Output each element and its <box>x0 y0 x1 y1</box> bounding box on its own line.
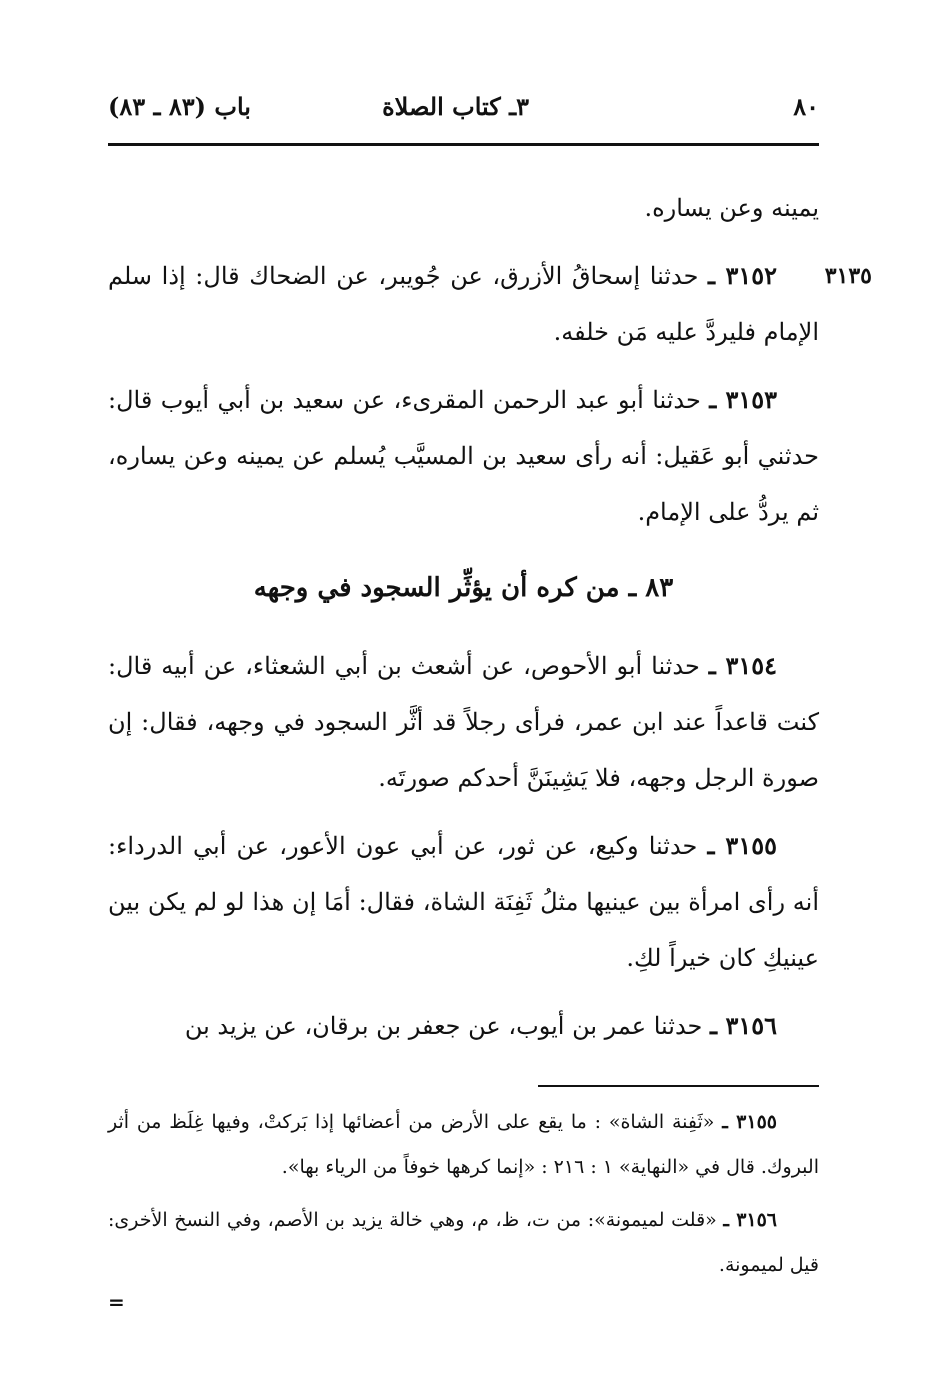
footnote-rule <box>538 1085 819 1087</box>
paragraph-continuation <box>108 180 819 236</box>
hadith-number: ٣١٥٦ ـ <box>710 1011 777 1040</box>
margin-number: ٣١٣٥ <box>824 263 872 289</box>
chapter-range: باب (٨٣ ـ ٨٣) <box>108 92 251 121</box>
hadith-number: ٣١٥٤ ـ <box>708 651 778 680</box>
hadith-3155 <box>108 818 819 986</box>
hadith-number: ٣١٥٥ ـ <box>707 831 777 860</box>
hadith-3154 <box>108 638 819 806</box>
paragraph-text: حدثنا أبو الأحوص، عن أشعث بن أبي الشعثاء، عن أبيه قال: كنت قاعداً عند ابن عمر، فرأى رجلاً قد أثَّر السجود في وجهه، فقال: إن صورة الرجل وجهه، فلا يَشِينَنَّ أحدكم صورتَه. <box>108 652 819 792</box>
paragraph-text: حدثنا إسحاقُ الأزرق، عن جُويبر، عن الضحاك قال: إذا سلم الإمام فليردَّ عليه مَن خلفه. <box>108 262 819 346</box>
section-heading: ٨٣ ـ من كره أن يؤثِّر السجود في وجهه <box>253 573 674 603</box>
header-rule <box>108 143 819 146</box>
footnote-text: «قلت لميمونة»: من ت، ظ، م، وهي خالة يزيد بن الأصم، وفي النسخ الأخرى: قيل لميمونة. <box>108 1209 819 1276</box>
footnote-number: ٣١٥٥ ـ <box>722 1111 777 1133</box>
continuation-mark: = <box>108 1290 125 1314</box>
hadith-number: ٣١٥٣ ـ <box>709 385 777 414</box>
footnote-3156 <box>108 1198 819 1288</box>
paragraph-text: يمينه وعن يساره. <box>644 194 819 222</box>
paragraph-text: حدثنا وكيع، عن ثور، عن أبي عون الأعور، عن أبي الدرداء: أنه رأى امرأة بين عينيها مثلُ ثَفِنَة الشاة، فقال: أمَا إن هذا لو لم يكن بين عينيكِ كان خيراً لكِ. <box>108 832 819 972</box>
hadith-number: ٣١٥٢ ـ <box>708 261 777 290</box>
hadith-3153 <box>108 372 819 540</box>
footnote-number: ٣١٥٦ ـ <box>723 1209 778 1231</box>
footnote-3155 <box>108 1100 819 1190</box>
footnote-text: «ثَفِنة الشاة» : ما يقع على الأرض من أعضائها إذا بَركتْ، وفيها غِلَظ من أثر البروك. قال في «النهاية» ١ : ٢١٦ : «إنما كرهها خوفاً من الرياء بها». <box>108 1111 819 1178</box>
footnotes <box>108 1100 819 1296</box>
paragraph-text: حدثنا عمر بن أيوب، عن جعفر بن برقان، عن يزيد بن <box>184 1012 703 1040</box>
main-text <box>108 180 872 1066</box>
hadith-3156 <box>108 998 819 1054</box>
book-title: ٣ـ كتاب الصلاة <box>382 92 529 121</box>
hadith-3152 <box>108 248 872 360</box>
page-header <box>108 92 819 132</box>
paragraph-text: حدثنا أبو عبد الرحمن المقرىء، عن سعيد بن أبي أيوب قال: حدثني أبو عَقيل: أنه رأى سعيد بن المسيَّب يُسلم عن يمينه وعن يساره، ثم يردُّ على الإمام. <box>108 386 819 526</box>
page-number: ٨٠ <box>793 92 819 121</box>
